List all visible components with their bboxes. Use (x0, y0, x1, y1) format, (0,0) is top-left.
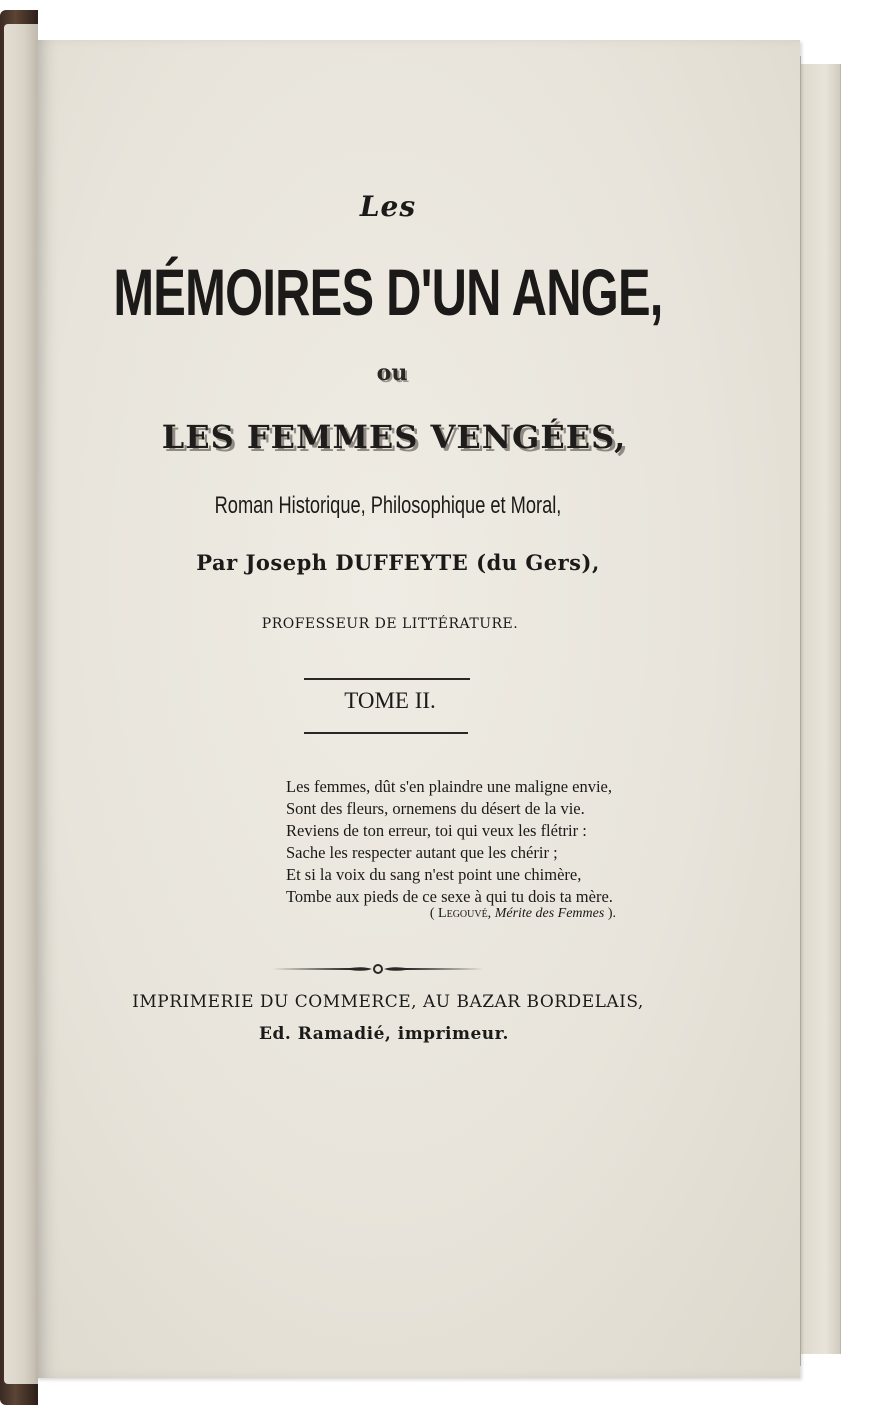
epigraph-line: Reviens de ton erreur, toi qui veux les flétrir : (286, 821, 587, 840)
book-genre: Roman Historique, Philosophique et Moral, (214, 492, 562, 519)
citation-author: Legouvé, (438, 906, 492, 921)
volume-label: TOME II. (344, 688, 436, 713)
author-line (16, 550, 780, 575)
citation-close: ). (607, 906, 616, 921)
epigraph (286, 776, 646, 908)
book-subtitle: LES FEMMES VENGÉES, (161, 418, 627, 456)
citation-open: ( (429, 906, 435, 921)
citation-work: Mérite des Femmes (494, 906, 605, 921)
epigraph-line: Sache les respecter autant que les chérir ; (286, 843, 558, 862)
epigraph-line: Et si la voix du sang n'est point une chimère, (286, 865, 582, 884)
title-conjunction: ou (376, 360, 408, 386)
title-page (36, 40, 800, 1378)
title-article: Les (359, 190, 417, 223)
author-prefix: Par Joseph (196, 550, 328, 575)
printer-name: Ed. Ramadié, imprimeur. (259, 1024, 509, 1044)
epigraph-line: Les femmes, dût s'en plaindre une maligne envie, (286, 777, 612, 796)
epigraph-citation (286, 906, 616, 922)
rule-top (304, 678, 470, 680)
ornament-divider-icon (272, 960, 484, 978)
book-title: MÉMOIRES D'UN ANGE, (113, 255, 663, 329)
epigraph-line: Sont des fleurs, ornemens du désert de la vie. (286, 799, 585, 818)
author-profession: PROFESSEUR DE LITTÉRATURE. (261, 616, 519, 632)
epigraph-line: Tombe aux pieds de ce sexe à qui tu dois ta mère. (286, 887, 613, 906)
author-name: DUFFEYTE (du Gers), (335, 550, 600, 575)
printer-line: IMPRIMERIE DU COMMERCE, AU BAZAR BORDELAIS, (132, 992, 644, 1012)
rule-bottom (304, 732, 468, 734)
